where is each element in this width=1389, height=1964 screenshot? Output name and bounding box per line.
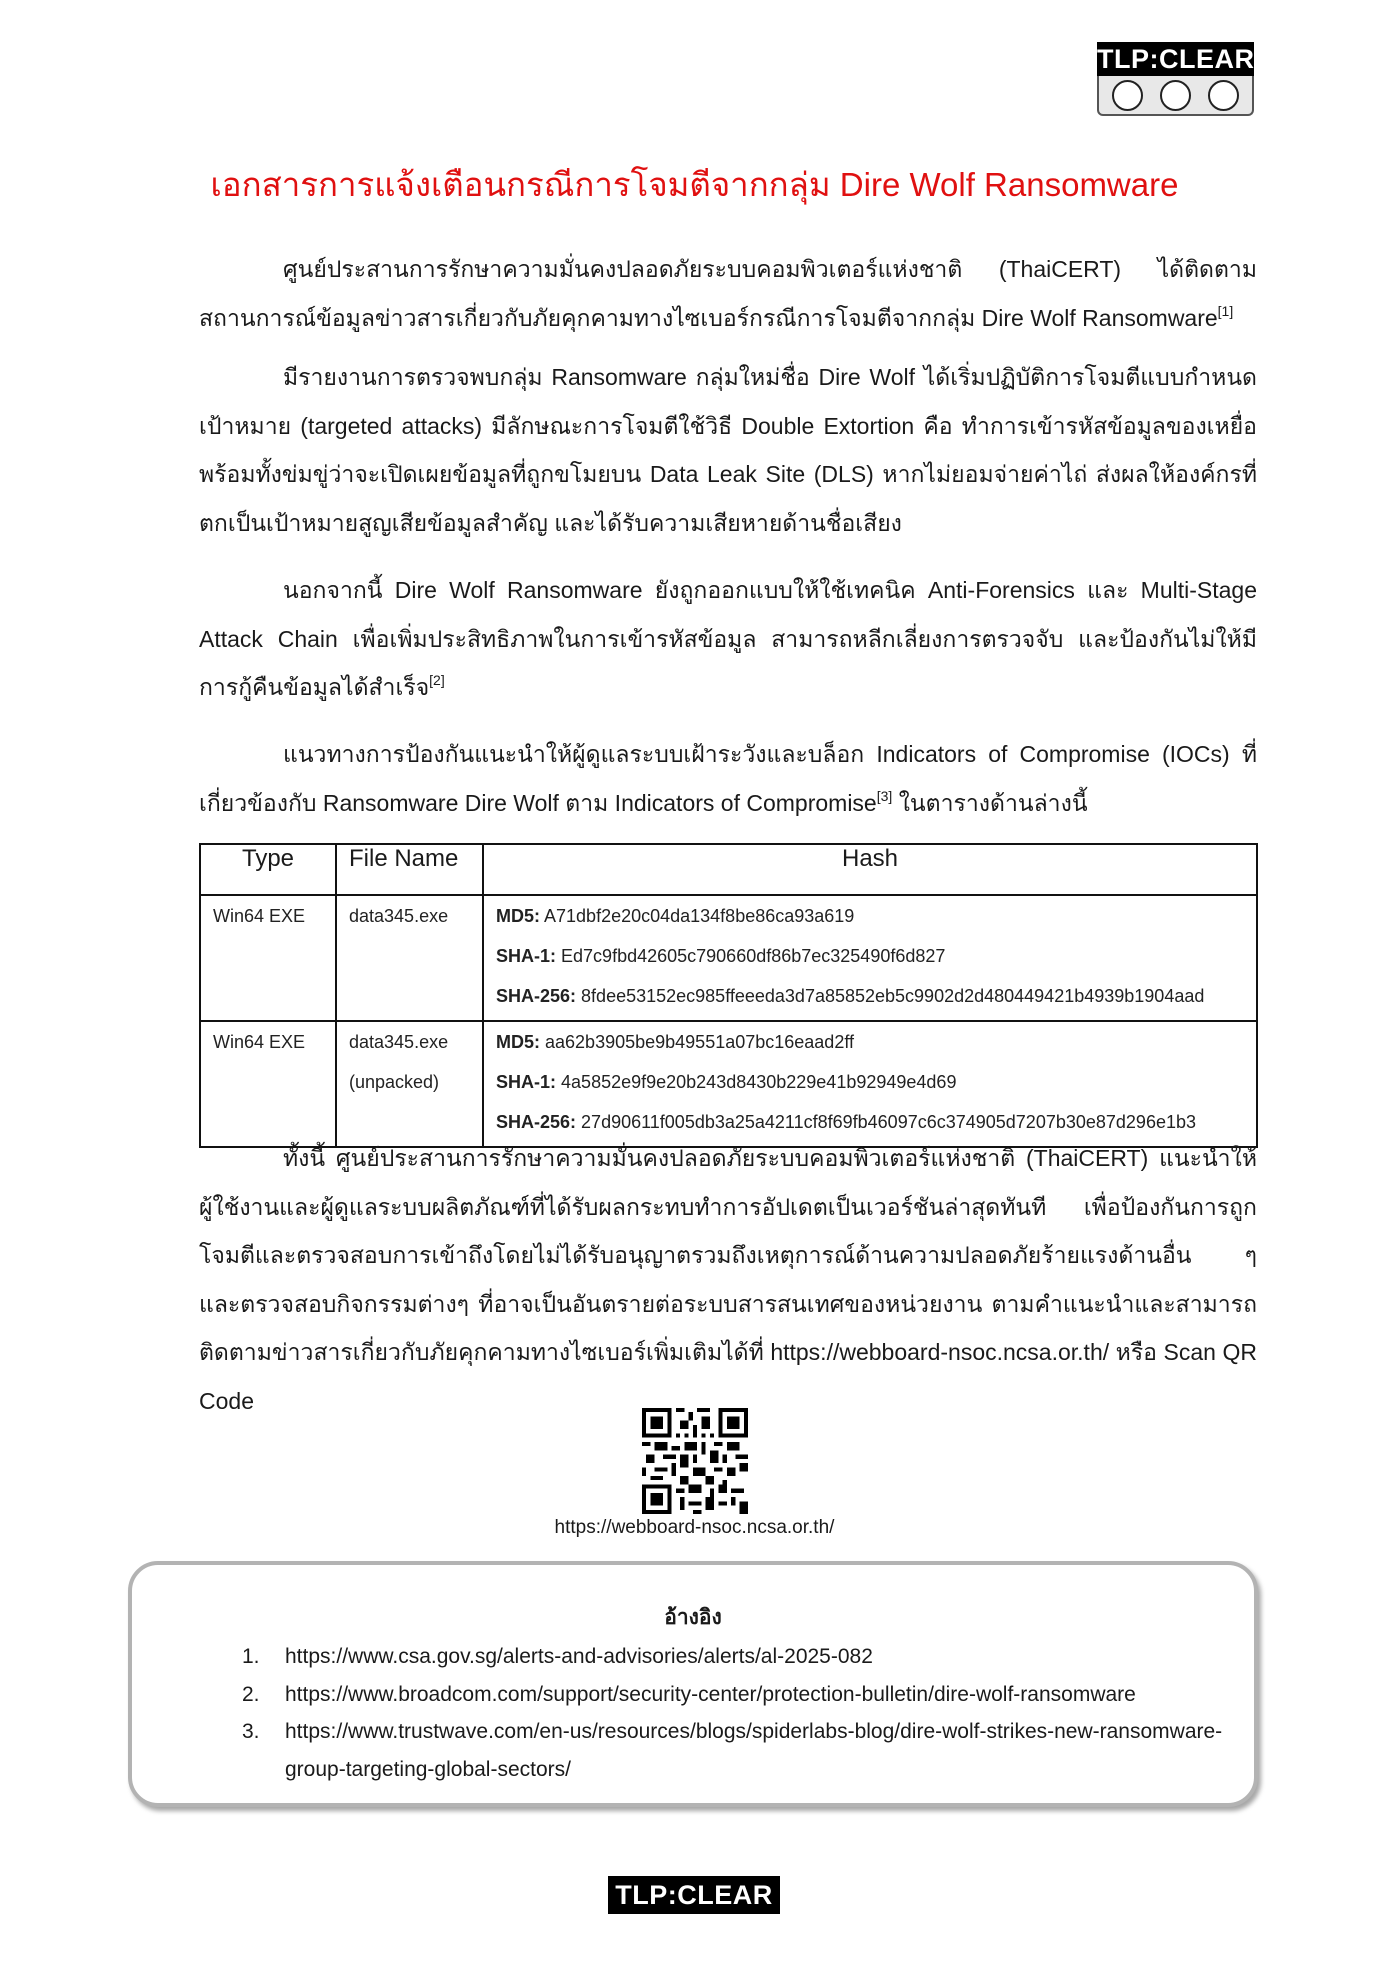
paragraph-3 xyxy=(199,566,1257,712)
list-item: 2. https://www.broadcom.com/support/security-center/protection-bulletin/dire-wolf-ransomware xyxy=(242,1676,1242,1714)
tlp-footer-badge: TLP:CLEAR xyxy=(608,1876,780,1914)
cell-file-name: data345.exe xyxy=(336,895,483,1021)
cell-type: Win64 EXE xyxy=(200,895,336,1021)
footnote-ref-2: [2] xyxy=(429,672,445,688)
document-title: เอกสารการแจ้งเตือนกรณีการโจมตีจากกลุ่ม Dire Wolf Ransomware xyxy=(210,166,1179,203)
hash-md5: MD5: aa62b3905be9b49551a07bc16eaad2ff xyxy=(496,1032,855,1052)
paragraph-1 xyxy=(199,245,1257,342)
tlp-light-icon xyxy=(1112,80,1143,111)
list-item: 3. https://www.trustwave.com/en-us/resources/blogs/spiderlabs-blog/dire-wolf-strikes-new-ransomware-group-targeting-global-sectors/ xyxy=(242,1713,1242,1788)
tlp-lights xyxy=(1097,76,1254,116)
paragraph-3-text: นอกจากนี้ Dire Wolf Ransomware ยังถูกออกแบบให้ใช้เทคนิค Anti-Forensics และ Multi-Stage Attack Chain เพื่อเพิ่มประสิทธิภาพในการเข้ารหัสข้อมูล สามารถหลีกเลี่ยงการตรวจจับ และป้องกันไม่ให้มีการกู้คืนข้อมูลได้สำเร็จ xyxy=(199,577,1257,700)
header-hash: Hash xyxy=(483,844,1257,895)
footnote-ref-3: [3] xyxy=(876,787,893,804)
header-file-name: File Name xyxy=(336,844,483,895)
cell-type: Win64 EXE xyxy=(200,1021,336,1147)
list-item: 1. https://www.csa.gov.sg/alerts-and-advisories/alerts/al-2025-082 xyxy=(242,1638,1242,1676)
paragraph-4 xyxy=(199,730,1257,827)
table-row xyxy=(200,895,1257,1021)
paragraph-1-text: ศูนย์ประสานการรักษาความมั่นคงปลอดภัยระบบคอมพิวเตอร์แห่งชาติ (ThaiCERT) ได้ติดตามสถานการณ์ข้อมูลข่าวสารเกี่ยวกับภัยคุกคามทางไซเบอร์กรณีการโจมตีจากกลุ่ม Dire Wolf Ransomware xyxy=(199,256,1257,331)
tlp-light-icon xyxy=(1160,80,1191,111)
hash-sha1: SHA-1: 4a5852e9f9e20b243d8430b229e41b92949e4d69 xyxy=(496,1072,957,1092)
table-row xyxy=(200,1021,1257,1147)
reference-link[interactable]: https://www.broadcom.com/support/security-center/protection-bulletin/dire-wolf-ransomware xyxy=(285,1682,1136,1706)
reference-link[interactable]: https://www.trustwave.com/en-us/resources/blogs/spiderlabs-blog/dire-wolf-strikes-new-ransomware-group-targeting-global-sectors/ xyxy=(285,1720,1223,1781)
tlp-label: TLP:CLEAR xyxy=(1097,44,1255,74)
tlp-header-badge xyxy=(1097,42,1254,116)
references-box xyxy=(128,1561,1258,1807)
header-type: Type xyxy=(200,844,336,895)
references-list xyxy=(242,1638,1242,1788)
cell-file-name: data345.exe (unpacked) xyxy=(336,1021,483,1147)
reference-link[interactable]: https://www.csa.gov.sg/alerts-and-advisories/alerts/al-2025-082 xyxy=(285,1645,873,1668)
qr-code-icon[interactable] xyxy=(642,1408,748,1514)
table-header-row xyxy=(200,844,1257,895)
paragraph-5-text: ทั้งนี้ ศูนย์ประสานการรักษาความมั่นคงปลอดภัยระบบคอมพิวเตอร์แห่งชาติ (ThaiCERT) แนะนำให้ผู้ใช้งานและผู้ดูแลระบบผลิตภัณฑ์ที่ได้รับผลกระทบทำการอัปเดตเป็นเวอร์ชันล่าสุดทันที เพื่อป้องกันการถูกโจมตีและตรวจสอบการเข้าถึงโดยไม่ได้รับอนุญาตรวมถึงเหตุการณ์ด้านความปลอดภัยร้ายแรงด้านอื่น ๆ และตรวจสอบกิจกรรมต่างๆ ที่อาจเป็นอันตรายต่อระบบสารสนเทศของหน่วยงาน ตามคำแนะนำและสามารถติดตามข่าวสารเกี่ยวกับภัยคุกคามทางไซเบอร์เพิ่มเติมได้ที่ https://webboard-nsoc.ncsa.or.th/ หรือ Scan QR Code xyxy=(199,1145,1257,1414)
paragraph-4-text: แนวทางการป้องกันแนะนำให้ผู้ดูแลระบบเฝ้าระวังและบล็อก Indicators of Compromise (IOCs) ที่เกี่ยวข้องกับ Ransomware Dire Wolf ตาม Indicators of Compromise xyxy=(199,741,1257,816)
footnote-ref-1: [1] xyxy=(1217,302,1234,319)
paragraph-4-tail: ในตารางด้านล่างนี้ xyxy=(892,789,1088,816)
ioc-table xyxy=(199,843,1258,1148)
cell-hash xyxy=(483,895,1257,1021)
hash-sha256: SHA-256: 27d90611f005db3a25a4211cf8f69fb46097c6c374905d7207b30e87d296e1b3 xyxy=(496,1112,1196,1132)
hash-sha1: SHA-1: Ed7c9fbd42605c790660df86b7ec325490f6d827 xyxy=(496,946,946,966)
tlp-light-icon xyxy=(1208,80,1239,111)
hash-sha256: SHA-256: 8fdee53152ec985ffeeeda3d7a85852eb5c9902d2d480449421b4939b1904aad xyxy=(496,986,1205,1006)
hash-md5: MD5: A71dbf2e20c04da134f8be86ca93a619 xyxy=(496,906,855,926)
paragraph-2-text: มีรายงานการตรวจพบกลุ่ม Ransomware กลุ่มใหม่ชื่อ Dire Wolf ได้เริ่มปฏิบัติการโจมตีแบบกำหนดเป้าหมาย (targeted attacks) มีลักษณะการโจมตีใช้วิธี Double Extortion คือ ทำการเข้ารหัสข้อมูลของเหยื่อ พร้อมทั้งข่มขู่ว่าจะเปิดเผยข้อมูลที่ถูกขโมยบน Data Leak Site (DLS) หากไม่ยอมจ่ายค่าไถ่ ส่งผลให้องค์กรที่ตกเป็นเป้าหมายสูญเสียข้อมูลสำคัญ และได้รับความเสียหายด้านชื่อเสียง xyxy=(199,364,1257,536)
references-title: อ้างอิง xyxy=(664,1606,722,1629)
paragraph-5 xyxy=(199,1134,1257,1425)
cell-hash xyxy=(483,1021,1257,1147)
qr-url-caption[interactable]: https://webboard-nsoc.ncsa.or.th/ xyxy=(554,1517,835,1538)
paragraph-2 xyxy=(199,353,1257,547)
